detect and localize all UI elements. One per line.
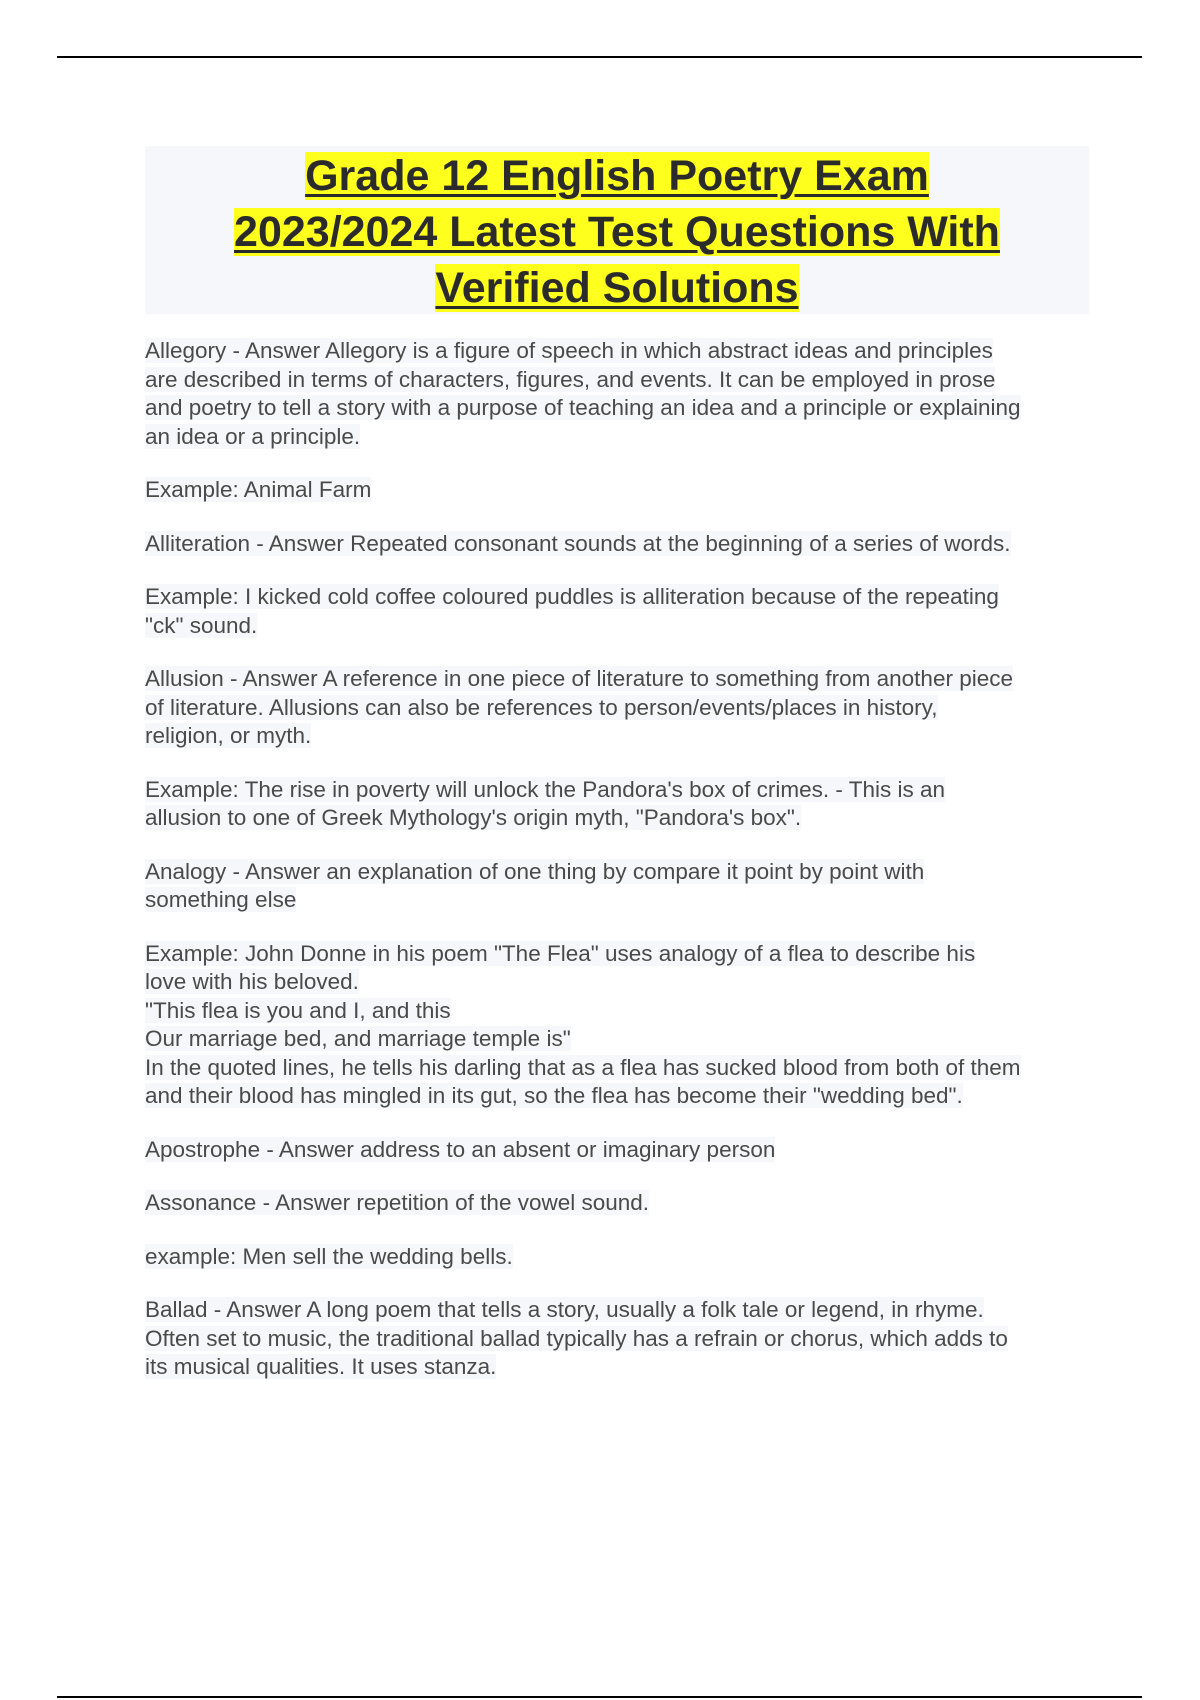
text-line: "ck" sound. <box>145 612 258 638</box>
text-line: Example: John Donne in his poem "The Flea" uses analogy of a flea to describe his <box>145 940 976 966</box>
paragraph-assonance-example <box>145 1243 1090 1272</box>
text-line: Ballad - Answer A long poem that tells a story, usually a folk tale or legend, in rhyme. <box>145 1297 984 1322</box>
text-line: Our marriage bed, and marriage temple is" <box>145 1026 571 1051</box>
text-line: religion, or myth. <box>145 723 312 748</box>
text-line: "This flea is you and I, and this <box>145 997 451 1023</box>
text-line: love with his beloved. <box>145 969 359 994</box>
document-body <box>145 337 1090 1407</box>
text-line: its musical qualities. It uses stanza. <box>145 1354 497 1379</box>
paragraph-allegory <box>145 337 1090 451</box>
text-line: Example: I kicked cold coffee coloured puddles is alliteration because of the repeating <box>145 584 999 609</box>
bottom-rule <box>57 1696 1142 1698</box>
text-line: Assonance - Answer repetition of the vowel sound. <box>145 1190 650 1215</box>
text-line: example: Men sell the wedding bells. <box>145 1243 513 1269</box>
paragraph-analogy-example <box>145 940 1090 1111</box>
text-line: of literature. Allusions can also be references to person/events/places in history, <box>145 694 938 720</box>
title-line: Grade 12 English Poetry Exam <box>305 152 929 200</box>
top-rule <box>57 56 1142 58</box>
paragraph-ballad <box>145 1296 1090 1382</box>
text-line: and poetry to tell a story with a purpose of teaching an idea and a principle or explaining <box>145 395 1021 420</box>
text-line: Example: The rise in poverty will unlock the Pandora's box of crimes. - This is an <box>145 776 946 802</box>
text-line: Apostrophe - Answer address to an absent or imaginary person <box>145 1136 776 1162</box>
text-line: Allegory - Answer Allegory is a figure of speech in which abstract ideas and principles <box>145 338 993 363</box>
text-line: Example: Animal Farm <box>145 477 372 502</box>
title-line: 2023/2024 Latest Test Questions With <box>234 208 1000 256</box>
text-line: Often set to music, the traditional ballad typically has a refrain or chorus, which adds to <box>145 1325 1008 1351</box>
paragraph-allegory-example <box>145 476 1090 505</box>
text-line: Alliteration - Answer Repeated consonant sounds at the beginning of a series of words. <box>145 530 1011 556</box>
text-line: are described in terms of characters, figures, and events. It can be employed in prose <box>145 366 996 392</box>
document-title <box>145 146 1089 314</box>
text-line: allusion to one of Greek Mythology's origin myth, "Pandora's box". <box>145 805 802 830</box>
text-line: and their blood has mingled in its gut, so the flea has become their "wedding bed". <box>145 1083 963 1108</box>
paragraph-allusion <box>145 665 1090 751</box>
text-line: Analogy - Answer an explanation of one thing by compare it point by point with <box>145 858 925 884</box>
paragraph-alliteration-example <box>145 583 1090 640</box>
text-line: In the quoted lines, he tells his darling that as a flea has sucked blood from both of them <box>145 1054 1021 1080</box>
paragraph-assonance <box>145 1189 1090 1218</box>
paragraph-analogy <box>145 858 1090 915</box>
text-line: an idea or a principle. <box>145 423 361 449</box>
paragraph-apostrophe <box>145 1136 1090 1165</box>
paragraph-allusion-example <box>145 776 1090 833</box>
title-line: Verified Solutions <box>435 264 799 312</box>
text-line: Allusion - Answer A reference in one piece of literature to something from another piece <box>145 666 1013 691</box>
paragraph-alliteration <box>145 530 1090 559</box>
text-line: something else <box>145 887 297 912</box>
